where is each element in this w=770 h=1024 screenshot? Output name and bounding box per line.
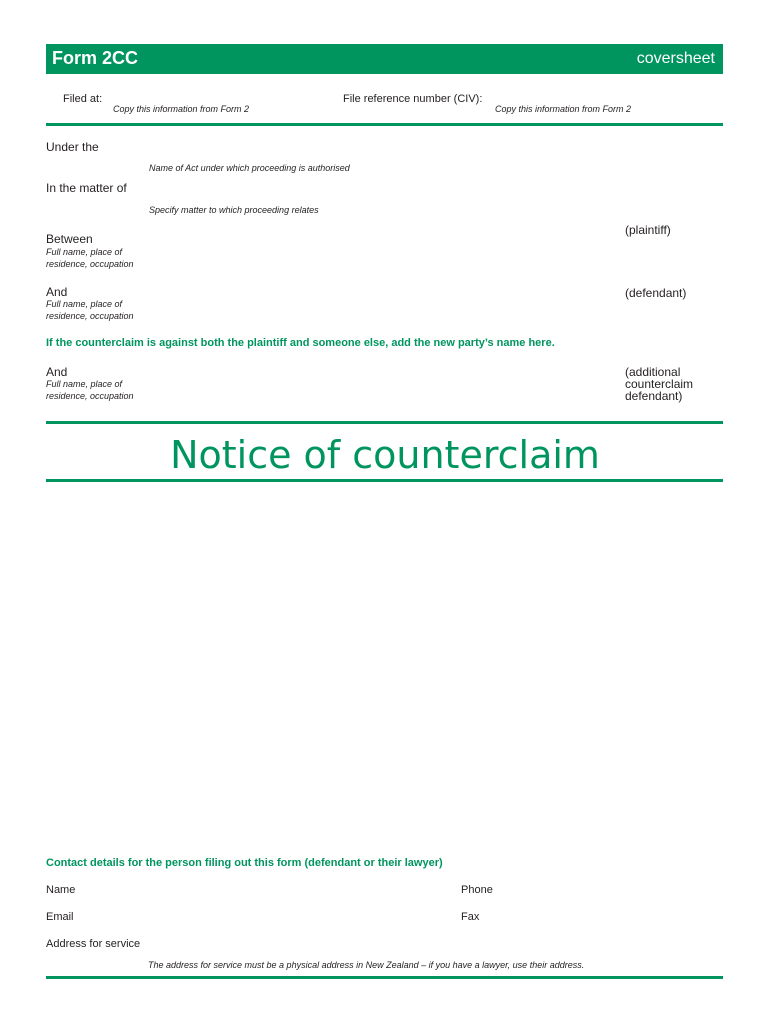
act-name-hint: Name of Act under which proceeding is authorised [149, 163, 350, 173]
coversheet-label: coversheet [636, 50, 715, 67]
and-additional-label: And [46, 365, 68, 379]
additional-defendant-role: (additional counterclaim defendant) [625, 365, 694, 403]
form-title: Form 2CC [52, 48, 139, 68]
divider-bottom [46, 976, 723, 979]
file-reference-label: File reference number (CIV): [343, 93, 483, 105]
contact-heading: Contact details for the person filing out this form (defendant or their lawyer) [46, 857, 443, 869]
and-additional-hint: Full name, place of residence, occupation [46, 379, 134, 401]
and-hint: Full name, place of residence, occupation [46, 299, 134, 321]
under-the-label: Under the [46, 140, 99, 154]
name-label: Name [46, 884, 76, 896]
divider-title-bottom [46, 479, 723, 482]
defendant-role: (defendant) [625, 286, 687, 300]
form-header-bar [46, 44, 723, 74]
phone-label: Phone [461, 884, 493, 896]
filed-at-hint: Copy this information from Form 2 [113, 104, 250, 114]
filed-at-label: Filed at: [63, 93, 103, 105]
counterclaim-note: If the counterclaim is against both the plaintiff and someone else, add the new party’s name here. [46, 337, 555, 349]
address-for-service-label: Address for service [46, 938, 141, 950]
between-label: Between [46, 232, 93, 246]
divider-top [46, 123, 723, 126]
matter-hint: Specify matter to which proceeding relates [149, 205, 319, 215]
file-reference-hint: Copy this information from Form 2 [495, 104, 632, 114]
in-the-matter-of-label: In the matter of [46, 181, 127, 195]
divider-title-top [46, 421, 723, 424]
document-title: Notice of counterclaim [170, 433, 600, 477]
fax-label: Fax [461, 911, 480, 923]
address-hint: The address for service must be a physical address in New Zealand – if you have a lawyer, use their address. [148, 960, 585, 970]
email-label: Email [46, 911, 74, 923]
between-hint: Full name, place of residence, occupation [46, 247, 134, 269]
and-label: And [46, 285, 68, 299]
plaintiff-role: (plaintiff) [625, 223, 671, 237]
